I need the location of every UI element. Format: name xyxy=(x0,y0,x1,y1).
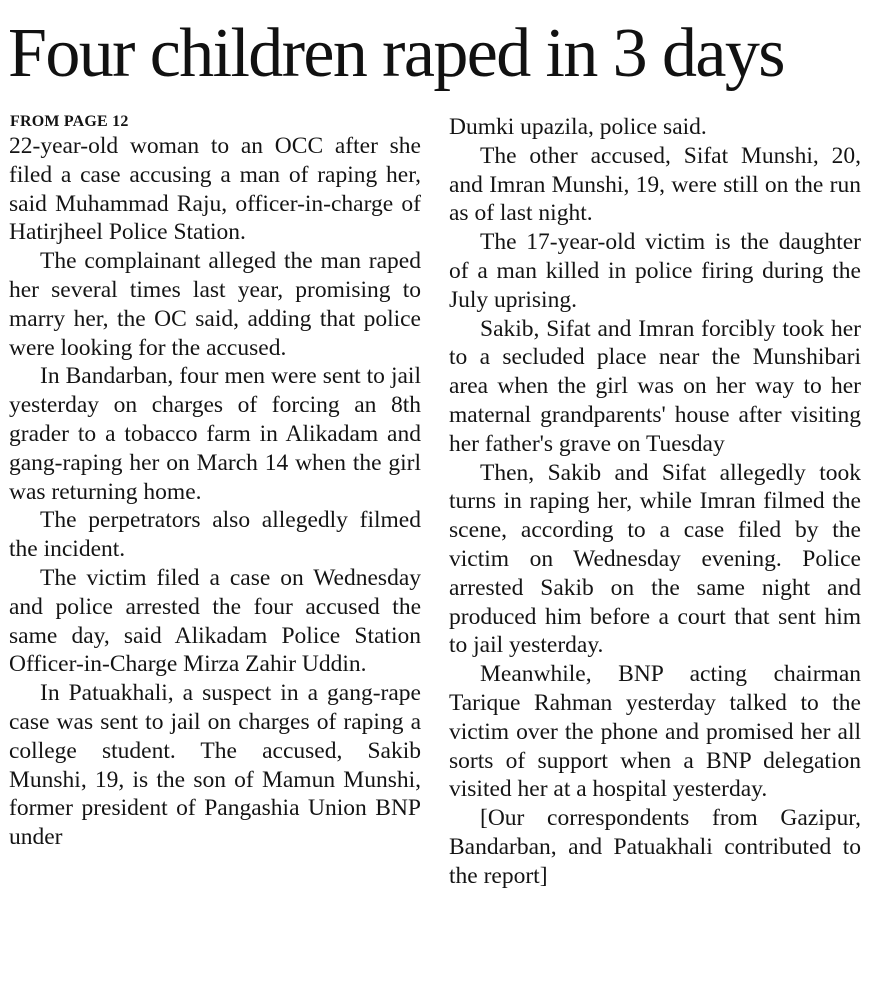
paragraph: The other accused, Sifat Munshi, 20, and Imran Munshi, 19, were still on the run as of last night. xyxy=(449,142,861,227)
paragraph: Meanwhile, BNP acting chairman Tarique Rahman yesterday talked to the victim over the phone and promised her all sorts of support when a BNP delegation visited her at a hospital yesterday. xyxy=(449,661,861,803)
article-column-left xyxy=(9,112,421,852)
jump-label: FROM PAGE 12 xyxy=(10,113,129,130)
paragraph: [Our correspondents from Gazipur, Bandarban, and Patuakhali contributed to the report] xyxy=(449,805,861,889)
paragraph: The 17-year-old victim is the daughter of a man killed in police firing during the July uprising. xyxy=(449,229,861,313)
paragraph: The victim filed a case on Wednesday and police arrested the four accused the same day, said Alikadam Police Station Officer-in-Charge Mirza Zahir Uddin. xyxy=(9,564,421,678)
article-column-right xyxy=(449,113,861,891)
paragraph: Dumki upazila, police said. xyxy=(449,114,707,140)
paragraph: Sakib, Sifat and Imran forcibly took her to a secluded place near the Munshibari area when the girl was on her way to her maternal grandparents' house after visiting her father's grave on Tuesday xyxy=(449,315,861,457)
paragraph: Then, Sakib and Sifat allegedly took turns in raping her, while Imran filmed the scene, according to a case filed by the victim on Wednesday evening. Police arrested Sakib on the same night and produced him before a court that sent him to jail yesterday. xyxy=(449,459,861,659)
paragraph: In Patuakhali, a suspect in a gang-rape case was sent to jail on charges of raping a college student. The accused, Sakib Munshi, 19, is the son of Mamun Munshi, former president of Pangashia Union BNP under xyxy=(9,680,421,851)
paragraph: The perpetrators also allegedly filmed the incident. xyxy=(9,507,421,563)
paragraph: In Bandarban, four men were sent to jail yesterday on charges of forcing an 8th grader to a tobacco farm in Alikadam and gang-raping her on March 14 when the girl was returning home. xyxy=(9,363,421,505)
paragraph: 22-year-old woman to an OCC after she filed a case accusing a man of raping her, said Muhammad Raju, officer-in-charge of Hatirjheel Police Station. xyxy=(9,133,421,246)
paragraph: The complainant alleged the man raped her several times last year, promising to marry her, the OC said, adding that police were looking for the accused. xyxy=(9,248,421,361)
headline: Four children raped in 3 days xyxy=(8,15,784,92)
